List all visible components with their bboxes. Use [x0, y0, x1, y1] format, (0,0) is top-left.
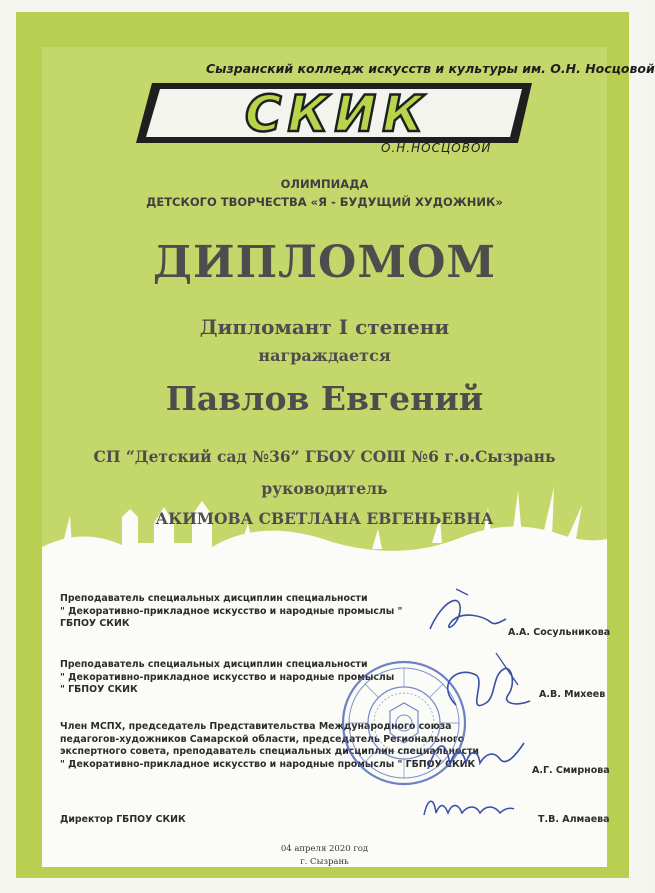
signatory-2-name: А.В. Михеев	[539, 689, 606, 700]
handwritten-signature-4	[418, 791, 518, 821]
signatory-3-line: " Декоративно-прикладное искусство и народные промыслы " ГБПОУ СКИК	[60, 758, 476, 770]
college-logo	[134, 61, 655, 171]
signatory-1-title	[60, 593, 402, 631]
awarded-label: награждается	[258, 346, 391, 365]
castle-grass-silhouette	[42, 487, 607, 607]
signatory-3-line: педагогов-художников Самарской области, председатель Регионального	[60, 733, 465, 745]
logo-subtitle: О.Н.НОСЦОВОЙ	[381, 141, 492, 155]
signatory-1-name: А.А. Сосульникова	[508, 627, 611, 638]
college-name: Сызранский колледж искусств и культуры им. О.Н. Носцовой	[206, 61, 655, 76]
diploma-title: ДИПЛОМОМ	[152, 237, 497, 288]
signatory-2-line: " Декоративно-прикладное искусство и народные промыслы	[60, 671, 395, 683]
signatory-1-line: Преподаватель специальных дисциплин специальности	[60, 593, 368, 604]
supervisor-name: АКИМОВА СВЕТЛАНА ЕВГЕНЬЕВНА	[155, 509, 494, 528]
diploma-body	[42, 47, 655, 867]
supervisor-label: руководитель	[261, 479, 388, 498]
logo-emblem	[122, 77, 552, 149]
issue-date: 04 апреля 2020 год	[280, 844, 369, 854]
signatory-1-line: " Декоративно-прикладное искусство и народные промыслы "	[60, 605, 403, 617]
event-line-1: ОЛИМПИАДА	[280, 177, 369, 191]
handwritten-signature-2	[426, 645, 536, 725]
signatory-2-line: " ГБПОУ СКИК	[60, 684, 138, 695]
logo-letters: СКИК	[244, 85, 430, 143]
signatory-3-line: экспертного совета, преподаватель специальных дисциплин специальности	[60, 746, 480, 757]
signatory-4-title	[60, 814, 186, 827]
winner-name: Павлов Евгений	[165, 379, 484, 418]
signatory-1-line: ГБПОУ СКИК	[60, 618, 130, 629]
signatory-4-line: Директор ГБПОУ СКИК	[60, 814, 186, 825]
handwritten-signature-3	[420, 729, 530, 779]
handwritten-signature-1	[422, 581, 512, 641]
issue-city: г. Сызрань	[300, 857, 349, 867]
signatory-4-name: Т.В. Алмаева	[538, 814, 610, 825]
signatory-3-line: Член МСПХ, председатель Представительства Международного союза	[60, 721, 452, 732]
winner-organization: СП “Детский сад №36” ГБОУ СОШ №6 г.о.Сызрань	[93, 447, 556, 466]
signatory-2-line: Преподаватель специальных дисциплин специальности	[60, 659, 368, 670]
signatory-3-name: А.Г. Смирнова	[532, 765, 610, 776]
diploma-degree: Дипломант I степени	[199, 315, 450, 339]
event-line-2: ДЕТСКОГО ТВОРЧЕСТВА «Я - БУДУЩИЙ ХУДОЖНИК»	[146, 195, 503, 209]
